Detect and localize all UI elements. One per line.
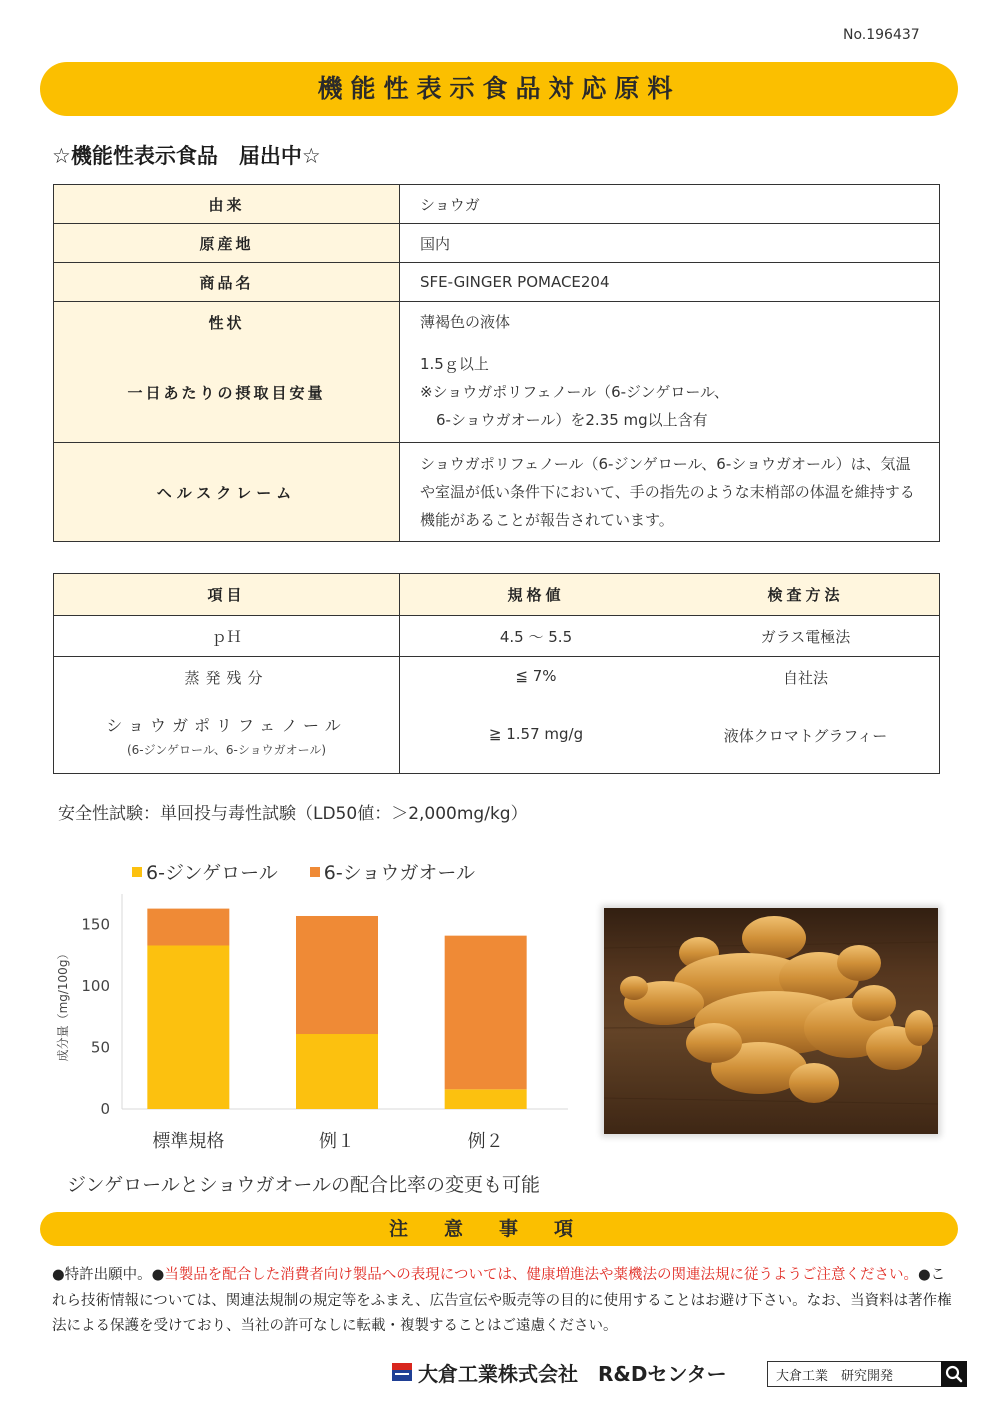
y-tick-label: 0 xyxy=(100,1100,110,1118)
legend-swatch-gingerol xyxy=(132,867,142,877)
ginger-root-photo xyxy=(604,908,938,1134)
safety-test-note: 安全性試験：単回投与毒性試験（LD50値：＞2,000mg/kg） xyxy=(58,804,528,824)
table-header-row xyxy=(54,574,940,616)
spec-value: ≦ 7% xyxy=(515,667,557,685)
x-tick-label: 例１ xyxy=(319,1131,355,1152)
product-name-label: 商品名 xyxy=(54,263,400,302)
appearance-label: 性状 xyxy=(208,314,245,332)
spec-value: ≧ 1.57 mg/g xyxy=(488,725,584,743)
x-tick-label: 例２ xyxy=(467,1131,504,1152)
company-logo-icon xyxy=(392,1363,412,1381)
search-icon xyxy=(941,1361,967,1387)
table-row xyxy=(54,657,940,774)
table-row xyxy=(54,263,940,302)
notice-usage: ●これら技術情報については、関連法規制の規定等をふまえ、広告宣伝や販売等の目的に使用することはお避け下さい。なお、当資料は著作権法による保護を受けており、当社の許可なしに転載・複製することはご遠慮ください。 xyxy=(52,1267,952,1334)
spec-method: ガラス電極法 xyxy=(672,616,940,657)
product-info-table xyxy=(53,184,940,542)
spec-method: 自社法 xyxy=(782,669,828,687)
product-name-value: SFE-GINGER POMACE204 xyxy=(400,263,940,302)
notice-heading: 注意事項 xyxy=(40,1212,958,1246)
health-claim-label: ヘルスクレーム xyxy=(54,443,400,542)
spec-item: ｐＨ xyxy=(54,616,400,657)
production-area-label: 原産地 xyxy=(54,224,400,263)
origin-label: 由来 xyxy=(54,185,400,224)
table-row xyxy=(54,302,940,443)
notice-legal-warning: 当製品を配合した消費者向け製品への表現については、健康増進法や薬機法の関連法規に従うようご注意ください。 xyxy=(164,1267,919,1283)
table-row xyxy=(54,616,940,657)
legend-label: 6-ジンゲロール xyxy=(146,862,278,884)
column-header-item: 項目 xyxy=(54,574,400,616)
daily-intake-label: 一日あたりの摂取目安量 xyxy=(127,384,326,402)
chart-caption: ジンゲロールとショウガオールの配合比率の変更も可能 xyxy=(67,1174,541,1196)
table-row xyxy=(54,443,940,542)
column-header-method: 検査方法 xyxy=(672,574,940,616)
x-tick-label: 標準規格 xyxy=(152,1131,225,1152)
daily-intake-note-cont: 6-ショウガオール）を2.35 mg以上含有 xyxy=(436,411,708,429)
legend-label: 6-ショウガオール xyxy=(323,862,475,884)
page-title: 機能性表示食品対応原料 xyxy=(40,62,958,116)
notice-text xyxy=(52,1263,952,1340)
y-tick-label: 150 xyxy=(81,915,110,934)
search-input[interactable] xyxy=(768,1363,952,1385)
bar-segment xyxy=(445,1089,527,1109)
origin-value: ショウガ xyxy=(400,185,940,224)
production-area-value: 国内 xyxy=(400,224,940,263)
specification-table xyxy=(53,573,940,774)
legend-item-gingerol xyxy=(132,862,284,884)
legend-swatch-shogaol xyxy=(310,867,320,877)
notification-status: ☆機能性表示食品 届出中☆ xyxy=(52,144,321,168)
spec-item-note: (6-ジンゲロール、6-ショウガオール) xyxy=(126,743,327,757)
column-header-value: 規格値 xyxy=(400,574,673,616)
table-row xyxy=(54,185,940,224)
daily-intake-note: ※ショウガポリフェノール（6-ジンゲロール、 xyxy=(420,383,729,401)
y-tick-label: 100 xyxy=(81,977,110,996)
spec-value: 4.5 ～ 5.5 xyxy=(400,616,673,657)
spec-item: 蒸発残分 xyxy=(184,669,269,687)
chart-legend xyxy=(132,858,501,885)
daily-intake-value: 1.5ｇ以上 xyxy=(420,355,489,373)
ginger-root-icon xyxy=(604,908,938,1134)
search-box[interactable] xyxy=(767,1361,967,1387)
search-button[interactable] xyxy=(941,1361,967,1387)
y-tick-label: 50 xyxy=(90,1038,110,1057)
notice-patent: ●特許出願中。● xyxy=(52,1267,165,1283)
document-number: No.196437 xyxy=(843,27,920,43)
y-axis-label: 成分量（mg/100g） xyxy=(56,947,70,1062)
appearance-value: 薄褐色の液体 xyxy=(420,313,511,331)
legend-item-shogaol xyxy=(310,862,475,884)
bar-segment xyxy=(445,936,527,1090)
bar-segment xyxy=(147,909,229,946)
bar-segment xyxy=(296,916,378,1034)
bar-segment xyxy=(296,1034,378,1109)
health-claim-value: ショウガポリフェノール（6-ジンゲロール、6-ショウガオール）は、気温や室温が低い条件下において、手の指先のような末梢部の体温を維持する機能があることが報告されています。 xyxy=(400,443,940,542)
bar-segment xyxy=(147,945,229,1109)
company-name: 大倉工業株式会社 R&Dセンター xyxy=(418,1362,727,1386)
table-row xyxy=(54,224,940,263)
spec-method: 液体クロマトグラフィー xyxy=(723,727,888,745)
stacked-bar-chart xyxy=(40,890,580,1160)
spec-item: ショウガポリフェノール xyxy=(106,716,347,735)
